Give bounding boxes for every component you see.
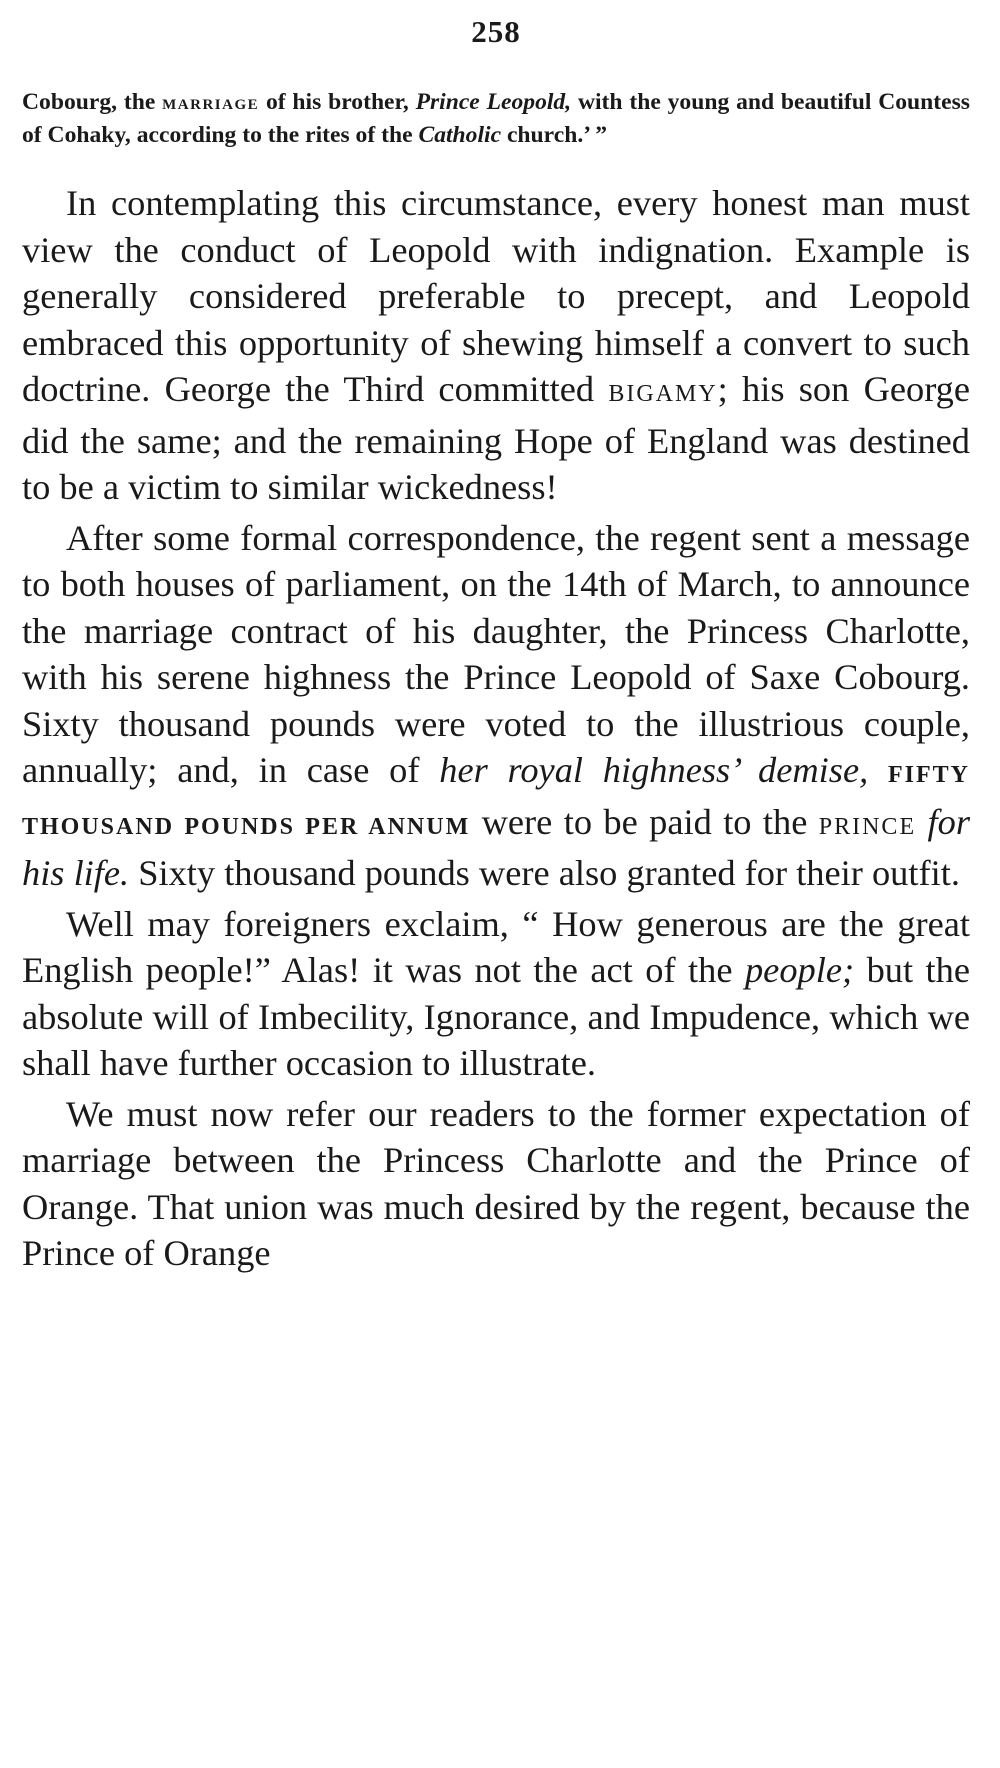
p1-text-1: In contemplating this circumstance, every honest man must view the conduct of Leopold with indignation. Example is generally considered preferable to precept, and Leopold embraced this opportunity of shewing himself a convert to such doctrine. George the Third committed (22, 183, 970, 409)
p3-text-1: Well may foreigners exclaim, “ How generous are the great English people!” Alas! it was not the act of the (22, 903, 970, 990)
p2-smallcaps-fifty-thousand: FIFTY THOUSAND POUNDS PER ANNUM (22, 762, 970, 840)
p2-text-1: After some formal correspondence, the regent sent a message to both houses of parliament, on the 14th of March, to announce the marriage contract of his daughter, the Princess Charlotte, with his serene highness the Prince Leopold of Saxe Cobourg. Sixty thousand pounds were voted to the illustrious couple, annually; and, in case of (22, 517, 970, 790)
quote-text-4: church.’ ” (501, 121, 608, 148)
paragraph-2 (22, 515, 970, 897)
quote-text-1: Cobourg, the (22, 89, 163, 115)
quote-smallcaps-marriage: MARRIAGE (162, 97, 260, 113)
p1-text-2: ; his son George did the same; and the remaining Hope of England was destined to be a victim to similar wickedness! (22, 369, 970, 507)
p4-text-1: We must now refer our readers to the former expectation of marriage between the Princess Charlotte and the Prince of Orange. That union was much desired by the regent, because the Prince of Orange (22, 1093, 970, 1273)
p2-text-5: Sixty thousand pounds were also granted for their outfit. (129, 853, 960, 893)
p2-text-2 (868, 750, 888, 790)
p2-smallcaps-prince: PRINCE (818, 813, 917, 840)
body-text (22, 180, 970, 1277)
quote-text-3: with the young and beautiful Countess of Cohaky, according to the rites of the (22, 89, 970, 148)
p2-text-3: were to be paid to the (470, 801, 819, 842)
book-page (22, 0, 970, 1281)
p2-italic-for-his-life: for his life. (22, 801, 970, 893)
p1-smallcaps-bigamy: BIGAMY (608, 381, 718, 407)
p2-italic-demise: her royal highness’ demise, (439, 750, 869, 790)
p2-text-4 (916, 802, 927, 842)
quoted-passage (22, 88, 970, 150)
p3-italic-people: people; (744, 950, 855, 990)
paragraph-4 (22, 1091, 970, 1277)
p3-text-2: but the absolute will of Imbecility, Ignorance, and Impudence, which we shall have further occasion to illustrate. (22, 950, 970, 1083)
paragraph-1 (22, 180, 970, 511)
paragraph-3 (22, 901, 970, 1087)
page-number: 258 (471, 14, 521, 49)
quote-italic-catholic: Catholic (418, 121, 502, 148)
quote-text-2: of his brother, (259, 89, 416, 115)
quote-italic-prince-leopold: Prince Leopold, (415, 89, 572, 115)
